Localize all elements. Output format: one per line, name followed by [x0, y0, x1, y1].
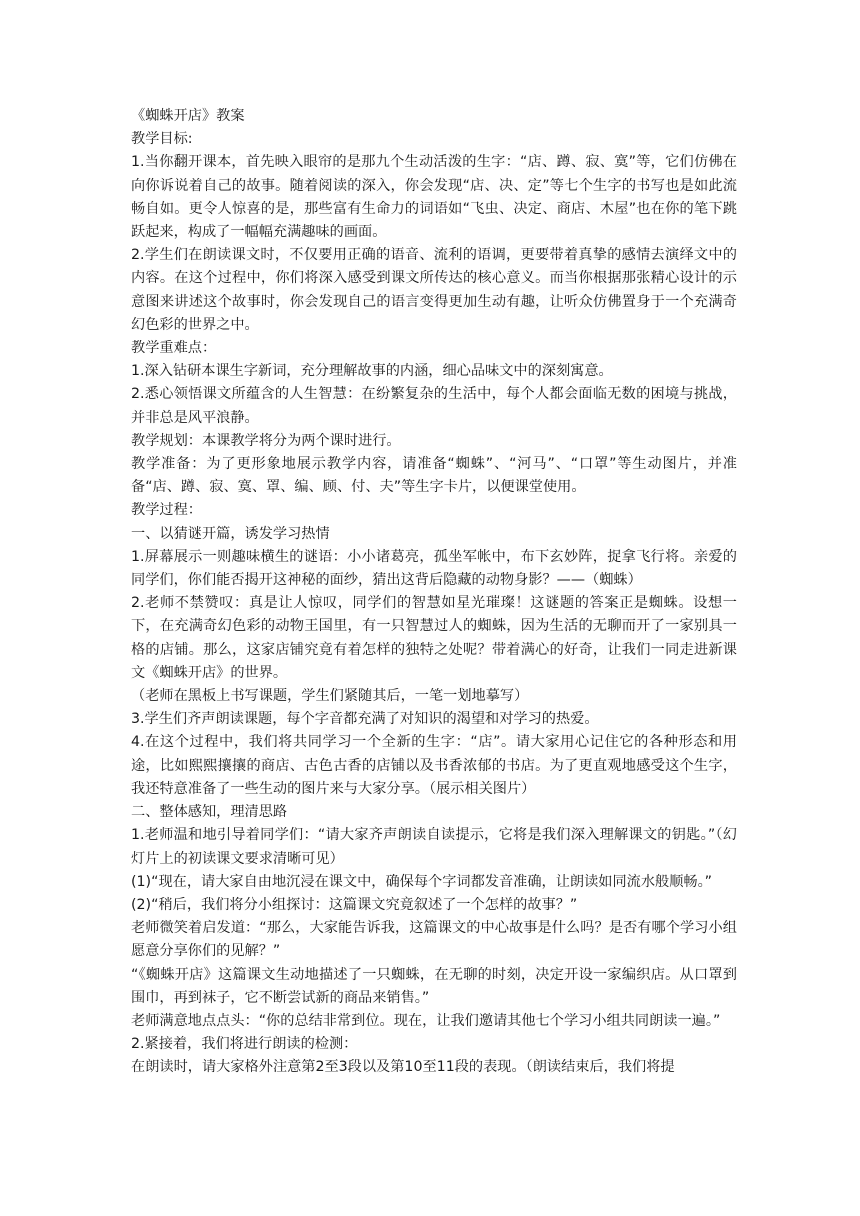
paragraph: (1)“现在，请大家自由地沉浸在课文中，确保每个字词都发音准确，让朗读如同流水般顺畅。” [131, 873, 713, 890]
paragraph: 1.老师温和地引导着同学们：“请大家齐声朗读自读提示，它将是我们深入理解课文的钥匙。”（幻灯片上的初读课文要求清晰可见） [131, 827, 737, 867]
paragraph: 1.深入钻研本课生字新词，充分理解故事的内涵，细心品味文中的深刻寓意。 [131, 363, 613, 380]
section-heading: 一、以猜谜开篇，诱发学习热情 [131, 525, 330, 542]
paragraph: 2.悉心领悟课文所蕴含的人生智慧：在纷繁复杂的生活中，每个人都会面临无数的困境与挑战，并非总是风平浪静。 [131, 386, 737, 426]
paragraph: （老师在黑板上书写课题，学生们紧随其后，一笔一划地摹写） [131, 688, 529, 705]
paragraph: 老师微笑着启发道：“那么，大家能告诉我，这篇课文的中心故事是什么吗？是否有哪个学习小组愿意分享你们的见解？” [131, 920, 737, 960]
paragraph: 2.紧接着，我们将进行朗读的检测： [131, 1036, 358, 1053]
paragraph: 2.学生们在朗读课文时，不仅要用正确的语音、流利的语调，更要带着真挚的感情去演绎文中的内容。在这个过程中，你们将深入感受到课文所传达的核心意义。而当你根据那张精心设计的示意图来讲述这个故事时，你会发现自己的语言变得更加生动有趣，让听众仿佛置身于一个充满奇幻色彩的世界之中。 [131, 247, 737, 333]
document-page [131, 105, 737, 1080]
doc-title: 《蜘蛛开店》教案 [131, 108, 245, 124]
paragraph: (2)“稍后，我们将分小组探讨：这篇课文究竟叙述了一个怎样的故事？” [131, 896, 578, 913]
section-heading: 教学目标: [131, 131, 193, 148]
section-heading: 教学过程： [131, 502, 202, 519]
paragraph: 3.学生们齐声朗读课题，每个字音都充满了对知识的渴望和对学习的热爱。 [131, 711, 599, 728]
paragraph: 老师满意地点点头：“你的总结非常到位。现在，让我们邀请其他七个学习小组共同朗读一遍。” [131, 1012, 721, 1029]
paragraph: 在朗读时，请大家格外注意第2至3段以及第10至11段的表现。（朗读结束后，我们将提 [131, 1059, 675, 1076]
section-heading: 教学重难点： [131, 340, 217, 357]
paragraph: 4.在这个过程中，我们将共同学习一个全新的生字：“店”。请大家用心记住它的各种形态和用途，比如熙熙攘攘的商店、古色古香的店铺以及书香浓郁的书店。为了更直观地感受这个生字，我还特意准备了一些生动的图片来与大家分享。（展示相关图片） [131, 734, 737, 797]
paragraph: “《蜘蛛开店》这篇课文生动地描述了一只蜘蛛，在无聊的时刻，决定开设一家编织店。从口罩到围巾，再到袜子，它不断尝试新的商品来销售。” [131, 966, 737, 1006]
paragraph: 教学准备：为了更形象地展示教学内容，请准备“蜘蛛”、“河马”、“口罩”等生动图片，并准备“店、蹲、寂、寞、罩、编、顾、付、夫”等生字卡片，以便课堂使用。 [131, 456, 737, 496]
paragraph: 1.屏幕展示一则趣味横生的谜语：小小诸葛亮，孤坐军帐中，布下玄妙阵，捉拿飞行将。亲爱的同学们，你们能否揭开这神秘的面纱，猜出这背后隐藏的动物身影？——（蜘蛛） [131, 548, 737, 589]
paragraph: 2.老师不禁赞叹：真是让人惊叹，同学们的智慧如星光璀璨！这谜题的答案正是蜘蛛。设想一下，在充满奇幻色彩的动物王国里，有一只智慧过人的蜘蛛，因为生活的无聊而开了一家别具一格的店铺。那么，这家店铺究竟有着怎样的独特之处呢？带着满心的好奇，让我们一同走进新课文《蜘蛛开店》的世界。 [131, 595, 737, 681]
paragraph: 教学规划：本课教学将分为两个课时进行。 [131, 432, 401, 449]
section-heading: 二、整体感知，理清思路 [131, 804, 288, 821]
paragraph: 1.当你翻开课本，首先映入眼帘的是那九个生动活泼的生字：“店、蹲、寂、寞”等，它们仿佛在向你诉说着自己的故事。随着阅读的深入，你会发现“店、决、定”等七个生字的书写也是如此流畅自如。更令人惊喜的是，那些富有生命力的词语如“飞虫、决定、商店、木屋”也在你的笔下跳跃起来，构成了一幅幅充满趣味的画面。 [131, 154, 737, 241]
